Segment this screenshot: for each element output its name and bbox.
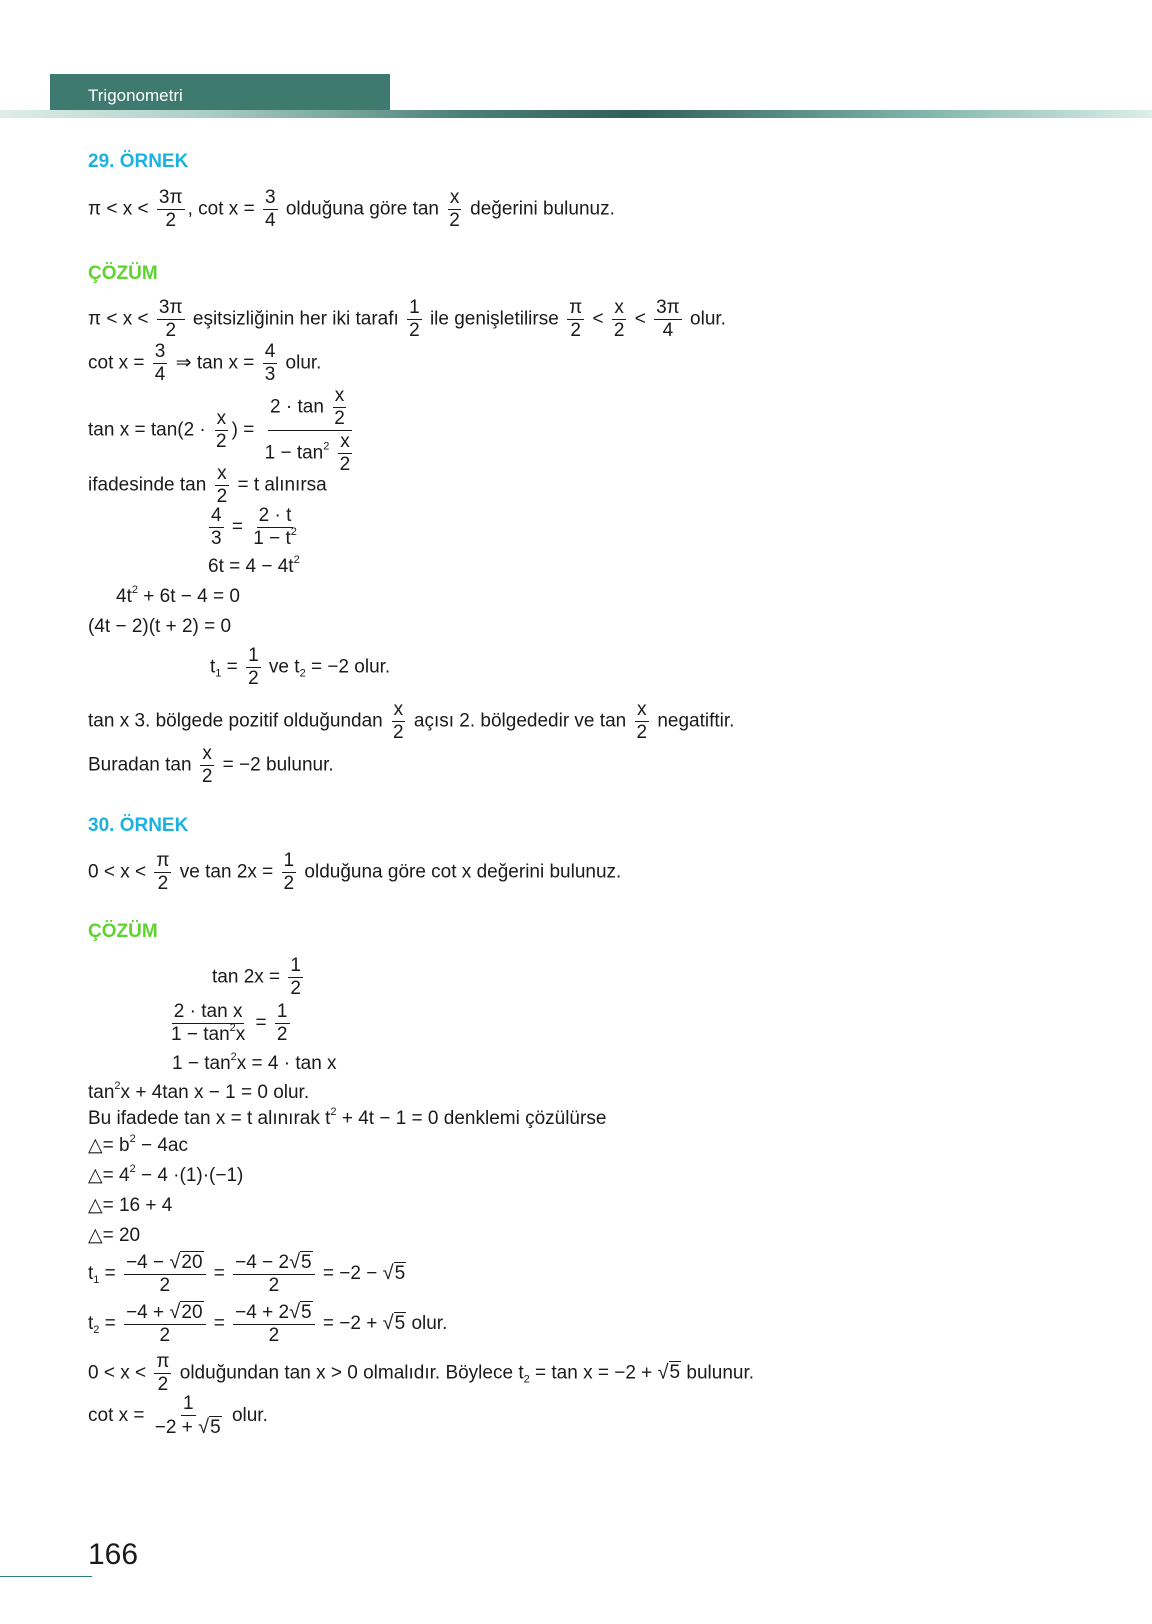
s29-expand: ile genişletilirse xyxy=(429,308,559,330)
s29-olur-2: olur. xyxy=(285,352,322,374)
example-30-question: 0 < x < $\frac{\pi}{2}$ ve tan 2x = $\frac{1}{2}$ olduğuna göre cot x değerini bulunuz. xyxy=(88,850,622,894)
s30-denklemi: denklemi çözülürse xyxy=(443,1108,607,1129)
solution-30-result: cot x = $\frac{1}{-2 + √5}$ olur. xyxy=(88,1393,268,1438)
q29-text: olduğuna göre xyxy=(285,198,408,220)
s29-negatif: negatiftir. xyxy=(657,710,735,732)
solution-29-eq-2: $6t = 4 - 4t^2$ xyxy=(208,554,300,577)
example-30-heading: 30. ÖRNEK xyxy=(88,815,189,836)
s30-oldugundan: olduğundan xyxy=(179,1362,280,1384)
s29-alinirsa: alınırsa xyxy=(264,474,327,496)
page-number: 166 xyxy=(88,1538,139,1571)
s30-olmalidir: olmalıdır. Böylece xyxy=(363,1362,514,1384)
example-29-question: π < x < $\frac{3\pi}{2}$ , cot x = $\frac{3}{4}$ olduğuna göre tan $\frac{x}{2}$ değerini bulunuz. xyxy=(88,187,615,231)
s29-olur-3: olur. xyxy=(354,656,391,678)
example-29-solution-heading: ÇÖZÜM xyxy=(88,263,158,284)
s29-ineq: eşitsizliğinin her iki tarafı xyxy=(192,308,399,330)
s30-olur-1: olur. xyxy=(273,1082,310,1103)
solution-29-line-2: cot x = $\frac{3}{4}$ ⇒ tan x = $\frac{4}{3}$ olur. xyxy=(88,341,322,385)
s30-alinarak: alınırak xyxy=(257,1108,320,1129)
s29-bulunur: bulunur. xyxy=(266,754,334,776)
solution-29-line-6: Buradan tan $\frac{x}{2}$ = −2 bulunur. xyxy=(88,743,334,787)
solution-30-delta-1: △= $b^2 - 4ac$ xyxy=(88,1133,188,1156)
s30-bu-ifade: Bu ifadede xyxy=(88,1108,179,1129)
solution-29-line-1: π < x < $\frac{3\pi}{2}$ eşitsizliğinin her iki tarafı $\frac{1}{2}$ ile genişletilirse $\frac{\pi}{2}$ < $\frac{x}{2}$ < $\frac{3\pi}{4}$ olur. xyxy=(88,297,726,341)
s29-ifadesinde: ifadesinde xyxy=(88,474,175,496)
solution-30-line-2: 0 < x < $\frac{\pi}{2}$ olduğundan tan x > 0 olmalıdır. Böylece $t_2 = \tan x = -2 + √5$ bulunur. xyxy=(88,1351,755,1395)
q30-end: değerini bulunuz. xyxy=(476,861,622,883)
solution-30-eq-4: $\tan^2x + 4\tan$ x − 1 = 0 olur. xyxy=(88,1080,310,1103)
solution-30-eq-2: $\frac{\text{2 · tan x}}{1 - \tan^2x}$ = $\frac{1}{2}$ xyxy=(171,1001,288,1045)
example-29-heading: 29. ÖRNEK xyxy=(88,151,189,172)
q29-end: değerini bulunuz. xyxy=(470,198,615,220)
example-30-solution-heading: ÇÖZÜM xyxy=(88,921,158,942)
solution-29-line-4: ifadesinde tan $\frac{x}{2}$ = t alınırsa xyxy=(88,463,327,507)
s29-aci: açısı 2. bölgededir ve xyxy=(413,710,595,732)
solution-29-eq-5: $t_1$ = $\frac{1}{2}$ ve $t_2 = -2$ olur. xyxy=(210,645,391,689)
solution-29-eq-1: $\frac{4}{3}$ = $\frac{2 \cdot t}{1 - t^2}$ xyxy=(211,505,297,549)
solution-30-line-1: Bu ifadede tan x = t alınırak $t^2 + 4t - 1 = 0$ denklemi çözülürse xyxy=(88,1106,607,1129)
q30-ve: ve xyxy=(179,861,200,883)
solution-29-line-3: tan x = tan(2 · $\frac{x}{2}$ ) = 2 · tan $\frac{x}{2}$ $1 - \tan^2$ $\frac{x}{2}$ xyxy=(88,385,351,475)
solution-30-delta-2: △= $4^2 - 4 \cdot(1)\cdot(-1)$ xyxy=(88,1163,244,1186)
page-number-rule xyxy=(0,1576,92,1577)
solution-30-delta-3: △= 16 + 4 xyxy=(88,1195,173,1216)
section-title: Trigonometri xyxy=(88,86,183,105)
solution-29-line-5: tan x 3. bölgede pozitif olduğundan $\frac{x}{2}$ açısı 2. bölgededir ve tan $\frac{x}{2}$ negatiftir. xyxy=(88,699,735,743)
q30-text: olduğuna göre xyxy=(304,861,426,883)
solution-30-t2: $t_2$ = $\frac{-4 + √20}{2}$ = $\frac{-4 + 2√5}{2}$ = −2 + √5 olur. xyxy=(88,1301,448,1346)
solution-30-eq-3: $1 - \tan^2x = 4 \cdot \tan x$ xyxy=(172,1051,337,1074)
solution-30-eq-1: tan 2x = $\frac{1}{2}$ xyxy=(212,955,301,999)
solution-30-t1: $t_1$ = $\frac{-4 - √20}{2}$ = $\frac{-4 - 2√5}{2}$ = −2 − √5 xyxy=(88,1251,406,1296)
solution-29-eq-3: $4t^2 + 6t - 4 = 0$ xyxy=(116,584,240,607)
s29-buradan: Buradan xyxy=(88,754,160,776)
s30-bulunur: bulunur. xyxy=(686,1362,755,1384)
solution-30-delta-4: △= 20 xyxy=(88,1225,141,1246)
s29-ve: ve xyxy=(268,656,289,678)
header-gradient-bar xyxy=(0,110,1152,118)
solution-29-eq-4: (4t − 2)(t + 2) = 0 xyxy=(88,616,232,637)
s29-bolge: 3. bölgede pozitif olduğundan xyxy=(134,710,383,732)
s29-olur-1: olur. xyxy=(690,308,726,330)
s30-olur-3: olur. xyxy=(231,1404,268,1426)
s30-olur-2: olur. xyxy=(411,1312,448,1334)
section-tab xyxy=(50,74,390,112)
